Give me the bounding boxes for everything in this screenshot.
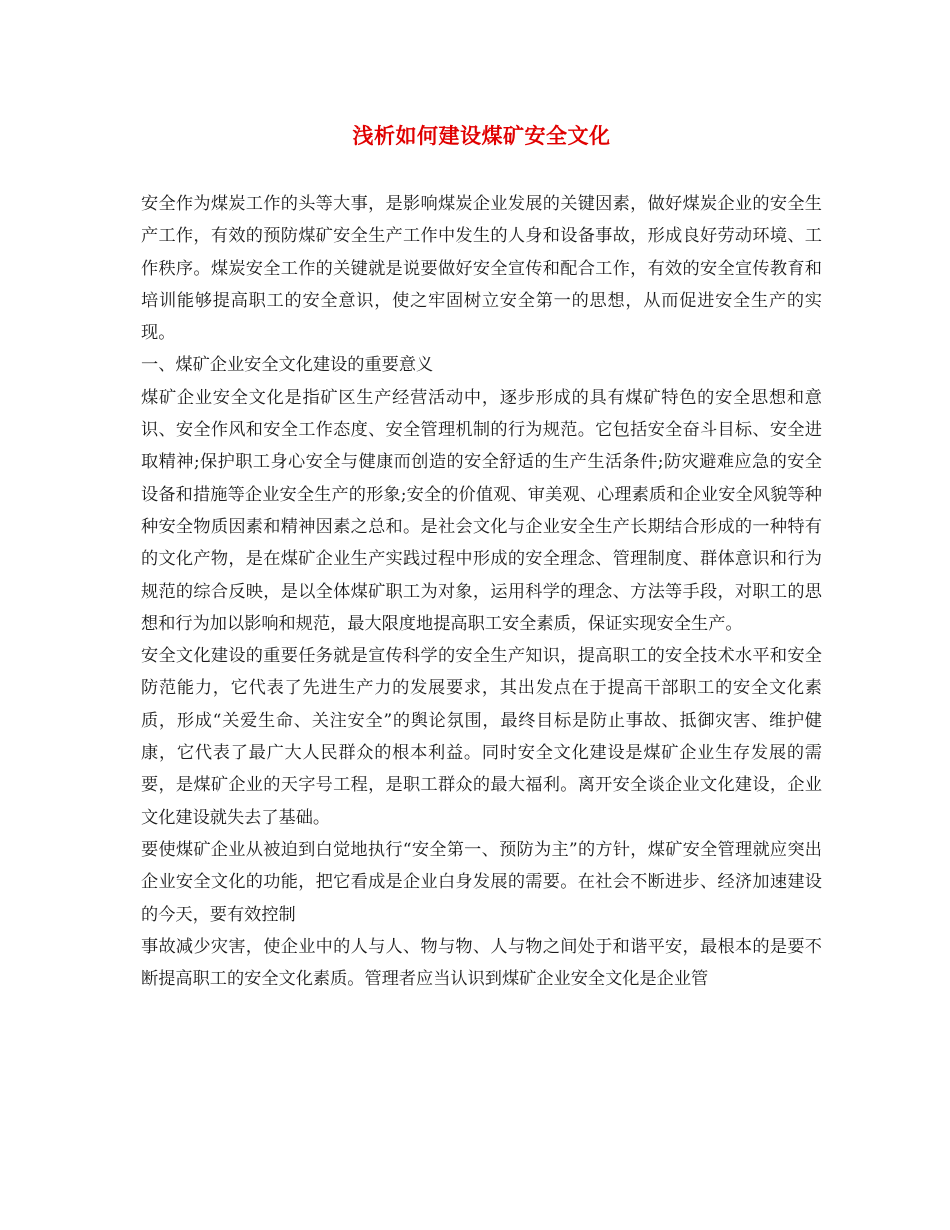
- paragraph-accident-control: 事故减少灾害，使企业中的人与人、物与物、人与物之间处于和谐平安，最根本的是要不断提高职工的安全文化素质。管理者应当认识到煤矿企业安全文化是企业管: [141, 936, 822, 990]
- paragraph-definition: 煤矿企业安全文化是指矿区生产经营活动中，逐步形成的具有煤矿特色的安全思想和意识、安全作风和安全工作态度、安全管理机制的行为规范。它包括安全奋斗目标、安全进取精神;保护职工身心安全与健康而创造的安全舒适的生产生活条件;防灾避难应急的安全设备和措施等企业安全生产的形象;安全的价值观、审美观、心理素质和企业安全风貌等种种安全物质因素和精神因素之总和。是社会文化与企业安全生产长期结合形成的一种特有的文化产物，是在煤矿企业生产实践过程中形成的安全理念、管理制度、群体意识和行为规范的综合反映，是以全体煤矿职工为对象，运用科学的理念、方法等手段，对职工的思想和行为加以影响和规范，最大限度地提高职工安全素质，保证实现安全生产。: [141, 387, 822, 634]
- document-title: 浅析如何建设煤矿安全文化: [352, 124, 611, 148]
- paragraph-intro: 安全作为煤炭工作的头等大事，是影响煤炭企业发展的关键因素，做好煤炭企业的安全生产工作，有效的预防煤矿安全生产工作中发生的人身和设备事故，形成良好劳动环境、工作秩序。煤炭安全工作的关键就是说要做好安全宣传和配合工作，有效的安全宣传教育和培训能够提高职工的安全意识，使之牢固树立安全第一的思想，从而促进安全生产的实现。: [141, 194, 822, 344]
- section-heading: 一、煤矿企业安全文化建设的重要意义: [141, 355, 434, 376]
- paragraph-task: 安全文化建设的重要任务就是宣传科学的安全生产知识，提高职工的安全技术水平和安全防范能力，它代表了先进生产力的发展要求，其出发点在于提高干部职工的安全文化素质，形成“关爱生命、关注安全”的舆论氛围，最终目标是防止事故、抵御灾害、维护健康，它代表了最广大人民群众的根本利益。同时安全文化建设是煤矿企业生存发展的需要，是煤矿企业的天字号工程，是职工群众的最大福利。离开安全谈企业文化建设，企业文化建设就失去了基础。: [141, 646, 822, 828]
- paragraph-policy: 要使煤矿企业从被迫到白觉地执行“安全第一、预防为主”的方针，煤矿安全管理就应突出企业安全文化的功能，把它看成是企业白身发展的需要。在社会不断进步、经济加速建设的今天，要有效控制: [141, 839, 822, 925]
- document-body: [141, 188, 822, 995]
